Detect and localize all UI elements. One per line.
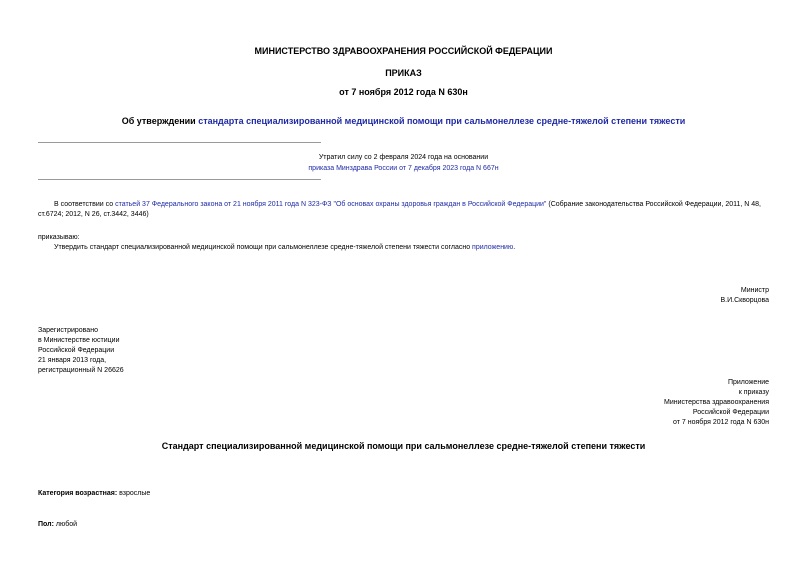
appendix-line: от 7 ноября 2012 года N 630н <box>673 419 769 426</box>
doc-date-number: от 7 ноября 2012 года N 630н <box>339 87 468 97</box>
standard-title: Стандарт специализированной медицинской помощи при сальмонеллезе средне-тяжелой степени тяжести <box>161 441 646 451</box>
notice-link[interactable]: приказа Минздрава России от 7 декабря 2023 года N 667н <box>308 165 499 172</box>
appendix-link[interactable]: приложению <box>472 244 514 251</box>
preamble-suffix: (Собрание законодательства Российской Федерации, 2011, N 48, ст.6724; 2012, N 26, ст.3442, 3446) <box>38 201 762 218</box>
order-word: приказываю: <box>38 234 80 241</box>
registration-line: в Министерстве юстиции <box>38 337 120 344</box>
notice-line-2 <box>0 164 807 174</box>
ministry-heading: МИНИСТЕРСТВО ЗДРАВООХРАНЕНИЯ РОССИЙСКОЙ ФЕДЕРАЦИИ <box>254 46 553 56</box>
top-divider <box>38 142 321 143</box>
age-category-value: взрослые <box>117 490 151 497</box>
registration-line: Российской Федерации <box>38 347 115 354</box>
appendix-line: Министерства здравоохранения <box>664 399 769 406</box>
preamble-law-link[interactable]: статьей 37 Федерального закона от 21 ноября 2011 года N 323-ФЗ "Об основах охраны здоровья граждан в Российской Федерации" <box>115 201 547 208</box>
registration-line: Зарегистрировано <box>38 327 98 334</box>
sex-value: любой <box>53 521 78 528</box>
signature-name: В.И.Скворцова <box>720 297 769 304</box>
preamble-prefix: В соответствии со <box>54 201 116 208</box>
age-category-field <box>38 489 150 499</box>
signature-position: Министр <box>740 287 769 294</box>
sex-field <box>38 520 77 530</box>
bottom-divider <box>38 179 321 180</box>
preamble-paragraph <box>38 200 773 220</box>
doc-title <box>0 115 807 127</box>
registration-line: 21 января 2013 года, <box>38 357 107 364</box>
registration-line: регистрационный N 26626 <box>38 367 124 374</box>
doc-type-heading: ПРИКАЗ <box>385 68 422 78</box>
approve-prefix: Утвердить стандарт специализированной медицинской помощи при сальмонеллезе средне-тяжелой степени тяжести согласно <box>54 244 473 251</box>
notice-line-1: Утратил силу со 2 февраля 2024 года на основании <box>318 154 489 161</box>
approve-paragraph <box>54 243 774 253</box>
registration-block <box>38 326 124 376</box>
appendix-block <box>664 378 769 428</box>
doc-title-prefix: Об утверждении <box>121 116 199 126</box>
approve-suffix: . <box>513 244 516 251</box>
doc-title-link[interactable]: стандарта специализированной медицинской помощи при сальмонеллезе средне-тяжелой степени тяжести <box>198 116 686 126</box>
appendix-line: к приказу <box>738 389 769 396</box>
age-category-label: Категория возрастная: <box>38 490 118 497</box>
appendix-line: Российской Федерации <box>692 409 769 416</box>
sex-label: Пол: <box>38 521 54 528</box>
appendix-line: Приложение <box>727 379 769 386</box>
